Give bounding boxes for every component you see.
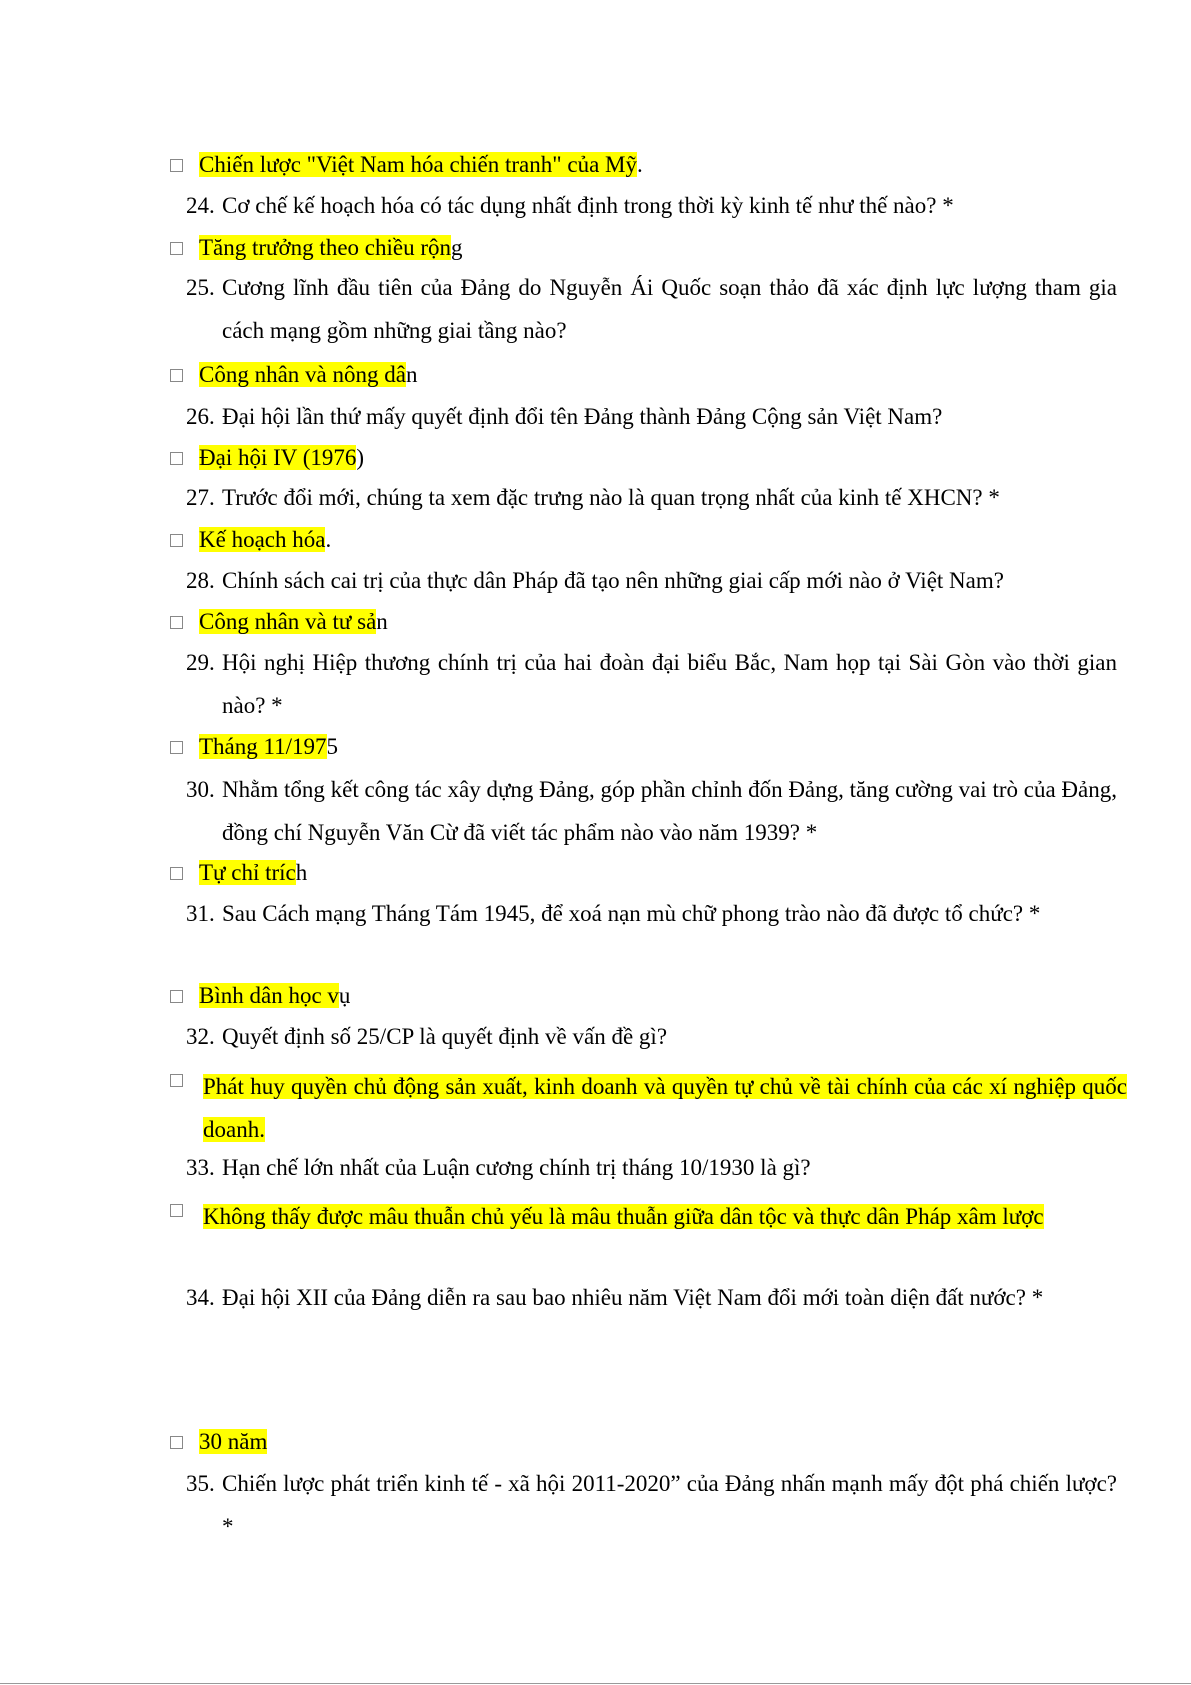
checkbox[interactable] xyxy=(170,616,183,629)
question-number: 25. xyxy=(186,275,215,300)
question-number: 29. xyxy=(186,650,215,675)
checkbox[interactable] xyxy=(170,1436,183,1449)
answer-text: Tăng trưởng theo chiều rộng xyxy=(199,235,463,260)
question-number: 28. xyxy=(186,568,215,593)
question-number: 26. xyxy=(186,404,215,429)
question-text: Đại hội XII của Đảng diễn ra sau bao nhiêu năm Việt Nam đổi mới toàn diện đất nước? * xyxy=(222,1285,1044,1310)
answer-text: Bình dân học vụ xyxy=(199,983,351,1008)
question-number: 30. xyxy=(186,777,215,802)
question-number: 34. xyxy=(186,1285,215,1310)
question-text: Hội nghị Hiệp thương chính trị của hai đoàn đại biểu Bắc, Nam họp tại Sài Gòn vào thời gian nào? * xyxy=(222,650,1117,718)
question-text: Trước đổi mới, chúng ta xem đặc trưng nào là quan trọng nhất của kinh tế XHCN? * xyxy=(222,485,1000,510)
checkbox[interactable] xyxy=(170,1074,183,1087)
checkbox[interactable] xyxy=(170,242,183,255)
question-number: 35. xyxy=(186,1471,215,1496)
answer-text: Đại hội IV (1976) xyxy=(199,445,365,470)
question-text: Hạn chế lớn nhất của Luận cương chính trị tháng 10/1930 là gì? xyxy=(222,1155,811,1180)
checkbox[interactable] xyxy=(170,741,183,754)
checkbox[interactable] xyxy=(170,1204,183,1217)
answer-text: Tháng 11/1975 xyxy=(199,734,339,759)
checkbox[interactable] xyxy=(170,452,183,465)
checkbox[interactable] xyxy=(170,369,183,382)
answer-text: Không thấy được mâu thuẫn chủ yếu là mâu thuẫn giữa dân tộc và thực dân Pháp xâm lược xyxy=(203,1204,1044,1229)
question-number: 33. xyxy=(186,1155,215,1180)
answer-text: Công nhân và nông dân xyxy=(199,362,418,387)
answer-text: Phát huy quyền chủ động sản xuất, kinh doanh và quyền tự chủ về tài chính của các xí nghiệp quốc doanh. xyxy=(203,1074,1127,1142)
question-text: Chiến lược phát triển kinh tế - xã hội 2011-2020” của Đảng nhấn mạnh mấy đột phá chiến lược? * xyxy=(222,1471,1117,1539)
question-number: 24. xyxy=(186,193,215,218)
checkbox[interactable] xyxy=(170,159,183,172)
question-text: Chính sách cai trị của thực dân Pháp đã tạo nên những giai cấp mới nào ở Việt Nam? xyxy=(222,568,1004,593)
checkbox[interactable] xyxy=(170,990,183,1003)
question-text: Cương lĩnh đầu tiên của Đảng do Nguyễn Ái Quốc soạn thảo đã xác định lực lượng tham gia cách mạng gồm những giai tầng nào? xyxy=(222,275,1117,343)
answer-text: Công nhân và tư sản xyxy=(199,609,388,634)
question-number: 32. xyxy=(186,1024,215,1049)
question-number: 27. xyxy=(186,485,215,510)
checkbox[interactable] xyxy=(170,867,183,880)
page-bottom-edge xyxy=(0,1683,1191,1684)
question-text: Nhằm tổng kết công tác xây dựng Đảng, góp phần chỉnh đốn Đảng, tăng cường vai trò của Đảng, đồng chí Nguyễn Văn Cừ đã viết tác phẩm nào vào năm 1939? * xyxy=(222,777,1117,845)
question-text: Cơ chế kế hoạch hóa có tác dụng nhất định trong thời kỳ kinh tế như thế nào? * xyxy=(222,193,954,218)
answer-text: 30 năm xyxy=(199,1429,268,1454)
question-text: Quyết định số 25/CP là quyết định về vấn đề gì? xyxy=(222,1024,668,1049)
checkbox[interactable] xyxy=(170,534,183,547)
question-text: Đại hội lần thứ mấy quyết định đổi tên Đảng thành Đảng Cộng sản Việt Nam? xyxy=(222,404,943,429)
question-number: 31. xyxy=(186,901,215,926)
answer-text: Chiến lược "Việt Nam hóa chiến tranh" của Mỹ. xyxy=(199,152,643,177)
answer-text: Tự chỉ trích xyxy=(199,860,308,885)
question-text: Sau Cách mạng Tháng Tám 1945, để xoá nạn mù chữ phong trào nào đã được tổ chức? * xyxy=(222,901,1041,926)
answer-text: Kế hoạch hóa. xyxy=(199,527,332,552)
